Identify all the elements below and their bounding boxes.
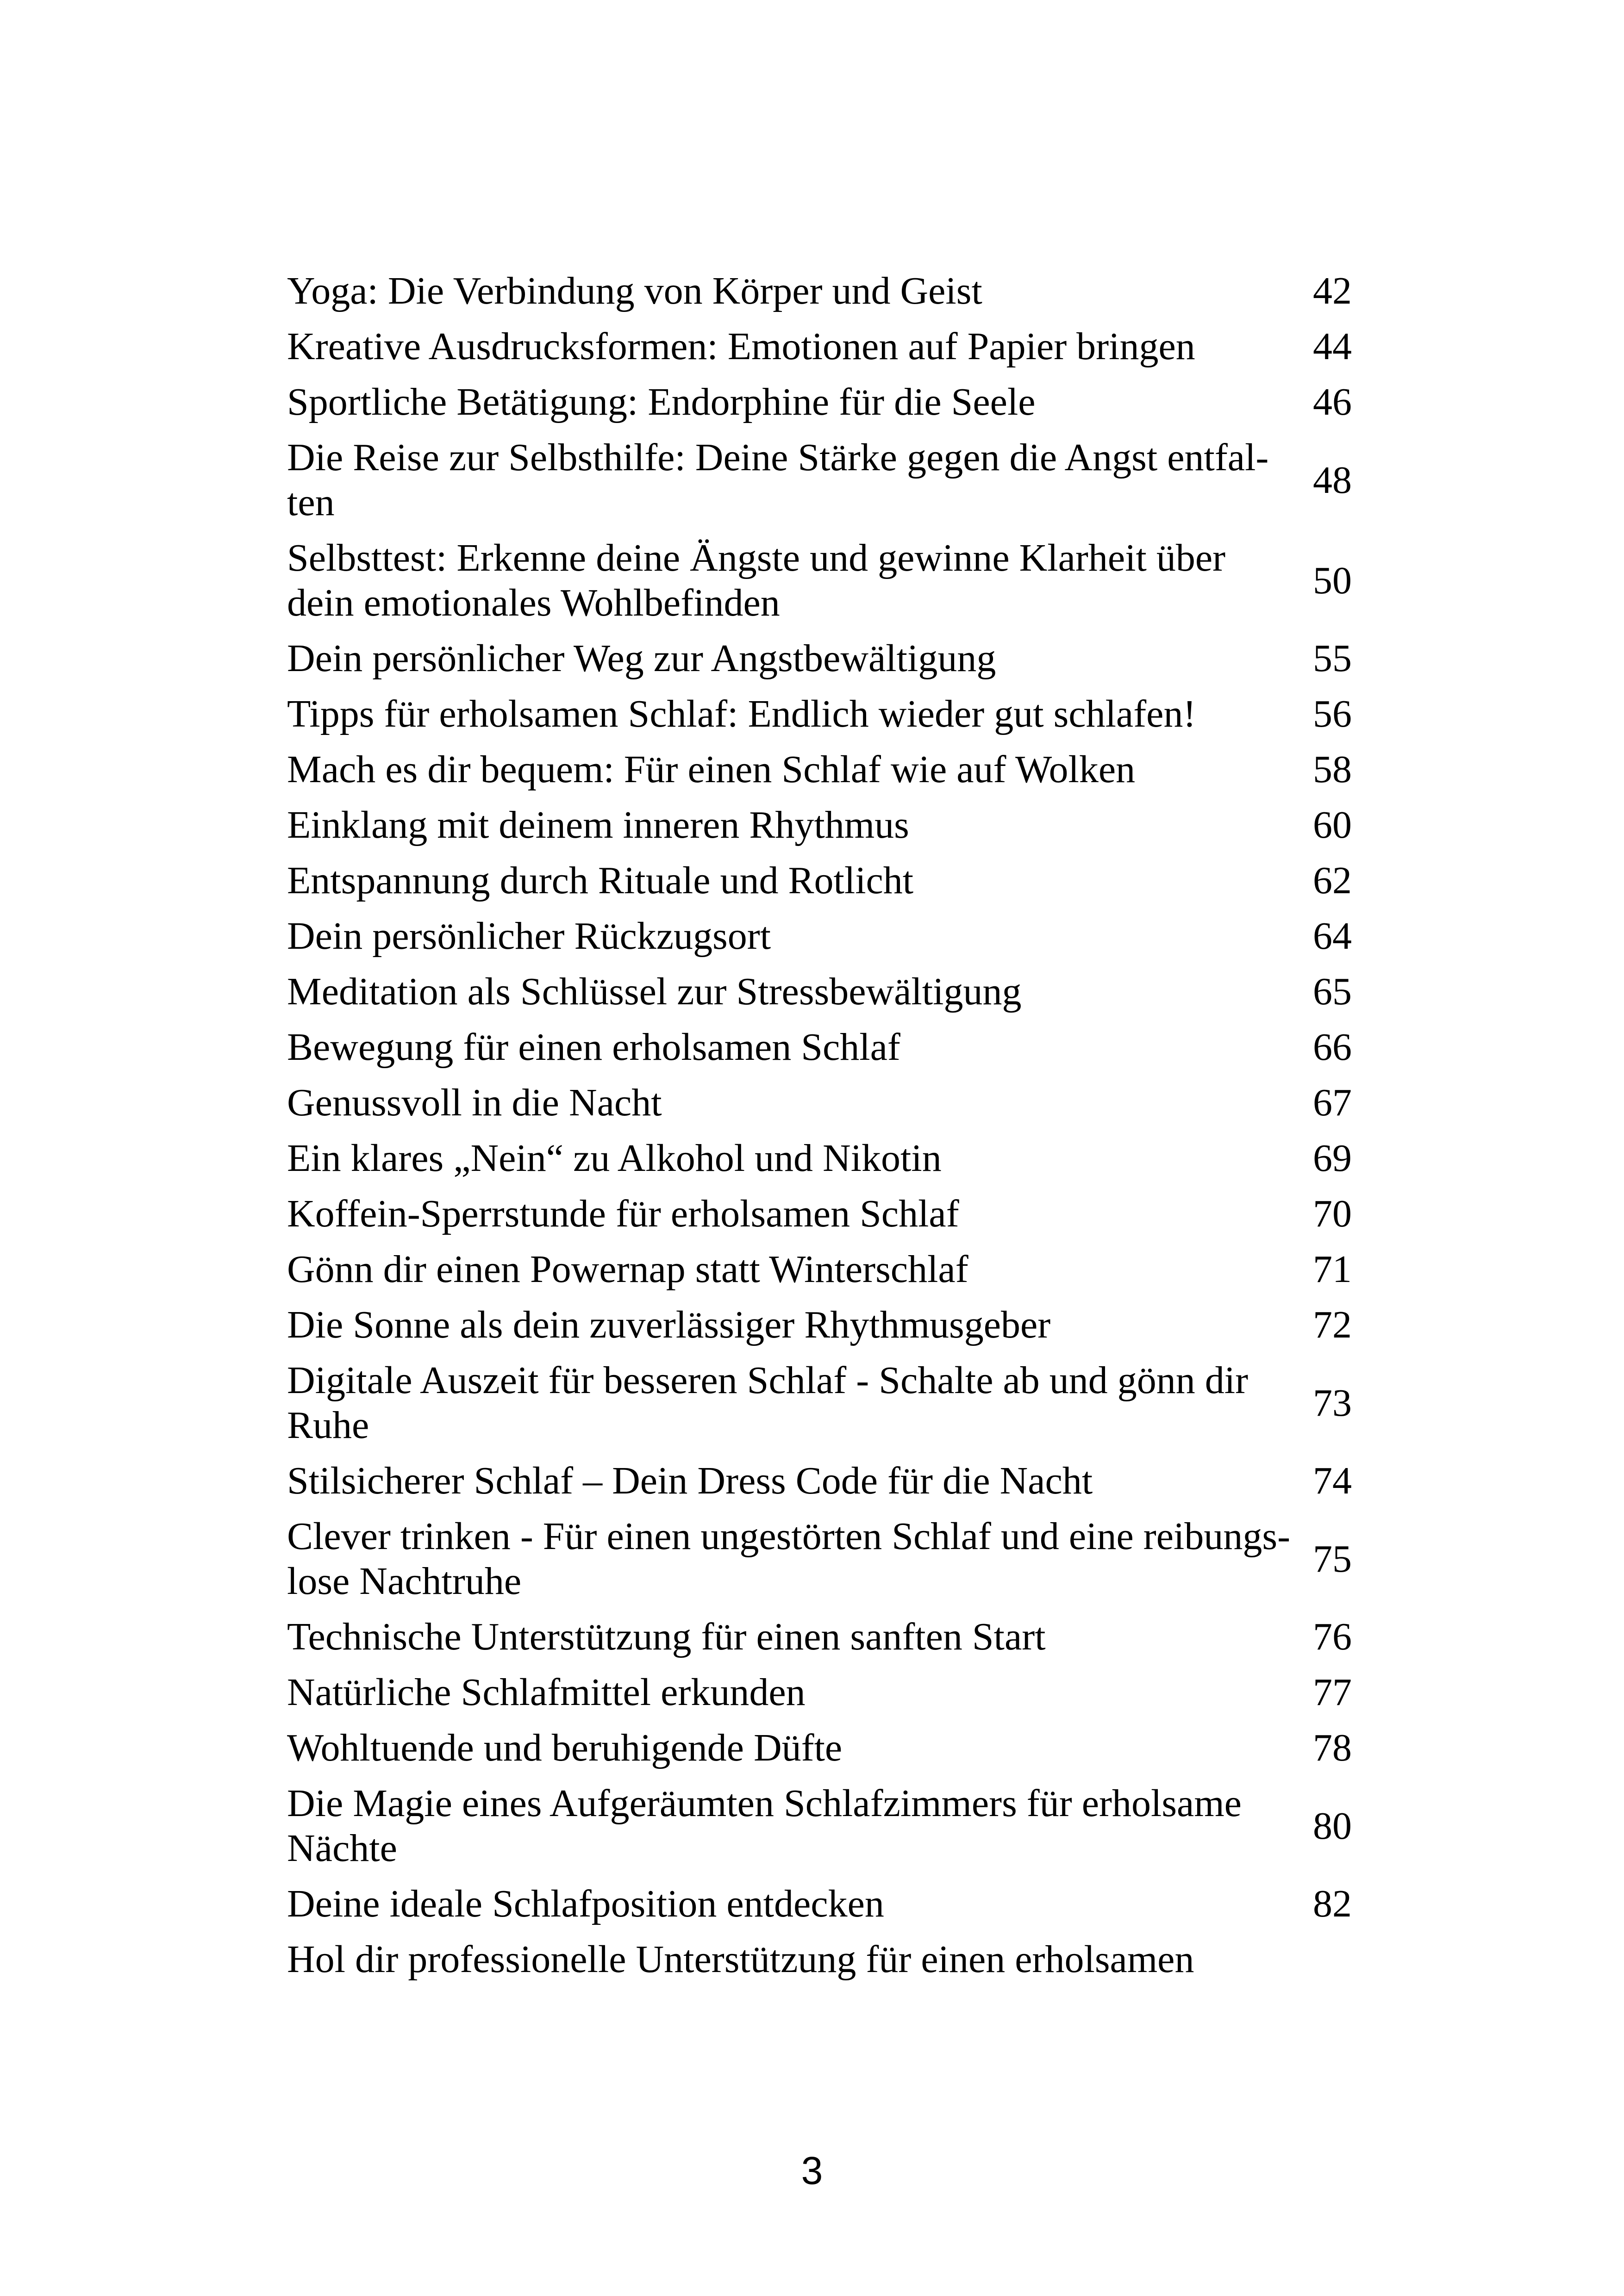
toc-entry-page: 64 <box>1313 915 1352 958</box>
toc-entry-title: Sportliche Betätigung: Endorphine für die Seele <box>287 380 1036 423</box>
toc-entry-title: Die Magie eines Aufgeräumten Schlafzimmers für erholsame Nächte <box>287 1782 1242 1870</box>
toc-entry <box>287 1458 1352 1503</box>
toc-entry <box>287 969 1352 1014</box>
toc-entry <box>287 1136 1352 1181</box>
toc-entry-page: 44 <box>1313 325 1352 368</box>
toc-entry <box>287 1358 1352 1448</box>
toc-entry <box>287 1614 1352 1659</box>
toc-entry-page: 69 <box>1313 1137 1352 1180</box>
toc-entry <box>287 535 1352 625</box>
toc-entry-title: Digitale Auszeit für besseren Schlaf - Schalte ab und gönn dir Ruhe <box>287 1359 1249 1447</box>
toc-entry-page: 82 <box>1313 1882 1352 1925</box>
toc-entry-title: Gönn dir einen Powernap statt Winterschlaf <box>287 1248 968 1291</box>
toc-entry <box>287 380 1352 424</box>
toc-entry <box>287 1937 1352 1982</box>
toc-entry-title: Koffein-Sperrstunde für erholsamen Schlaf <box>287 1192 959 1235</box>
toc-entry-title: Mach es dir bequem: Für einen Schlaf wie auf Wolken <box>287 748 1136 791</box>
page-number: 3 <box>801 2149 823 2192</box>
toc-entry-page: 80 <box>1313 1804 1352 1848</box>
toc-entry-title: Die Sonne als dein zuverlässiger Rhythmusgeber <box>287 1303 1051 1346</box>
toc-entry <box>287 747 1352 792</box>
toc-entry <box>287 1881 1352 1926</box>
toc-entry-page: 76 <box>1313 1615 1352 1658</box>
toc-entry-page: 66 <box>1313 1026 1352 1069</box>
toc-entry-page: 74 <box>1313 1459 1352 1502</box>
toc-entry-title: Kreative Ausdrucksformen: Emotionen auf Papier bringen <box>287 325 1195 368</box>
toc-entry <box>287 1191 1352 1236</box>
toc-entry-title: Selbsttest: Erkenne deine Ängste und gewinne Klarheit über dein emotionales Wohlbefinden <box>287 536 1226 624</box>
toc-entry-title: Dein persönlicher Weg zur Angstbewältigung <box>287 637 996 680</box>
toc-entry <box>287 1514 1352 1604</box>
toc-entry <box>287 914 1352 958</box>
toc-entry <box>287 268 1352 313</box>
toc-entry-title: Wohltuende und beruhigende Düfte <box>287 1726 843 1769</box>
toc-entry <box>287 1725 1352 1770</box>
toc-entry <box>287 1670 1352 1715</box>
toc-entry-page: 77 <box>1313 1671 1352 1714</box>
toc-entry-title: Deine ideale Schlafposition entdecken <box>287 1882 884 1925</box>
toc-entry <box>287 1080 1352 1125</box>
toc-entry <box>287 803 1352 847</box>
toc-entry-title: Technische Unterstützung für einen sanften Start <box>287 1615 1046 1658</box>
toc-entry <box>287 636 1352 681</box>
toc-entry-page: 67 <box>1313 1081 1352 1124</box>
toc-entry-title: Einklang mit deinem inneren Rhythmus <box>287 803 909 846</box>
toc-entry-page: 71 <box>1313 1248 1352 1291</box>
toc-entry-page: 72 <box>1313 1303 1352 1346</box>
toc-entry-page: 70 <box>1313 1192 1352 1235</box>
toc-entry-page: 42 <box>1313 269 1352 312</box>
toc-entry-title: Entspannung durch Rituale und Rotlicht <box>287 859 914 902</box>
toc-entry-title: Genussvoll in die Nacht <box>287 1081 662 1124</box>
toc-entry <box>287 435 1352 525</box>
toc-entry-page: 46 <box>1313 380 1352 423</box>
toc-entry-title: Meditation als Schlüssel zur Stressbewältigung <box>287 970 1022 1013</box>
toc-entry-page: 78 <box>1313 1726 1352 1769</box>
toc-entry <box>287 858 1352 903</box>
toc-entry-page: 50 <box>1313 559 1352 602</box>
toc-entry-title: Clever trinken - Für einen ungestörten Schlaf und eine reibungs-lose Nachtruhe <box>287 1515 1291 1603</box>
toc-entry-title: Stilsicherer Schlaf – Dein Dress Code für die Nacht <box>287 1459 1093 1502</box>
toc-entry-title: Dein persönlicher Rückzugsort <box>287 915 771 958</box>
toc-entry <box>287 1247 1352 1292</box>
toc-entry <box>287 324 1352 369</box>
toc-entry-page: 55 <box>1313 637 1352 680</box>
toc-entry <box>287 1302 1352 1347</box>
toc-entry-title: Yoga: Die Verbindung von Körper und Geist <box>287 269 982 312</box>
toc-entry-title: Bewegung für einen erholsamen Schlaf <box>287 1026 900 1069</box>
toc-entry-title: Tipps für erholsamen Schlaf: Endlich wieder gut schlafen! <box>287 692 1196 735</box>
toc-entry-page: 56 <box>1313 692 1352 735</box>
toc-entry <box>287 1025 1352 1070</box>
toc-entry-title: Die Reise zur Selbsthilfe: Deine Stärke gegen die Angst entfal-ten <box>287 436 1269 524</box>
toc-entry-page: 65 <box>1313 970 1352 1013</box>
toc-entry-title: Natürliche Schlafmittel erkunden <box>287 1671 806 1714</box>
toc-entry-title: Hol dir professionelle Unterstützung für einen erholsamen <box>287 1938 1194 1981</box>
toc-entry <box>287 1781 1352 1871</box>
toc-entry-page: 60 <box>1313 803 1352 846</box>
toc-entry-page: 73 <box>1313 1381 1352 1425</box>
toc-entry-page: 62 <box>1313 859 1352 902</box>
toc-entry-title: Ein klares „Nein“ zu Alkohol und Nikotin <box>287 1137 942 1180</box>
toc-entry-page: 58 <box>1313 748 1352 791</box>
toc-entry-page: 48 <box>1313 458 1352 502</box>
toc-entry-page: 75 <box>1313 1537 1352 1580</box>
toc-entry <box>287 691 1352 736</box>
table-of-contents <box>287 268 1352 1992</box>
